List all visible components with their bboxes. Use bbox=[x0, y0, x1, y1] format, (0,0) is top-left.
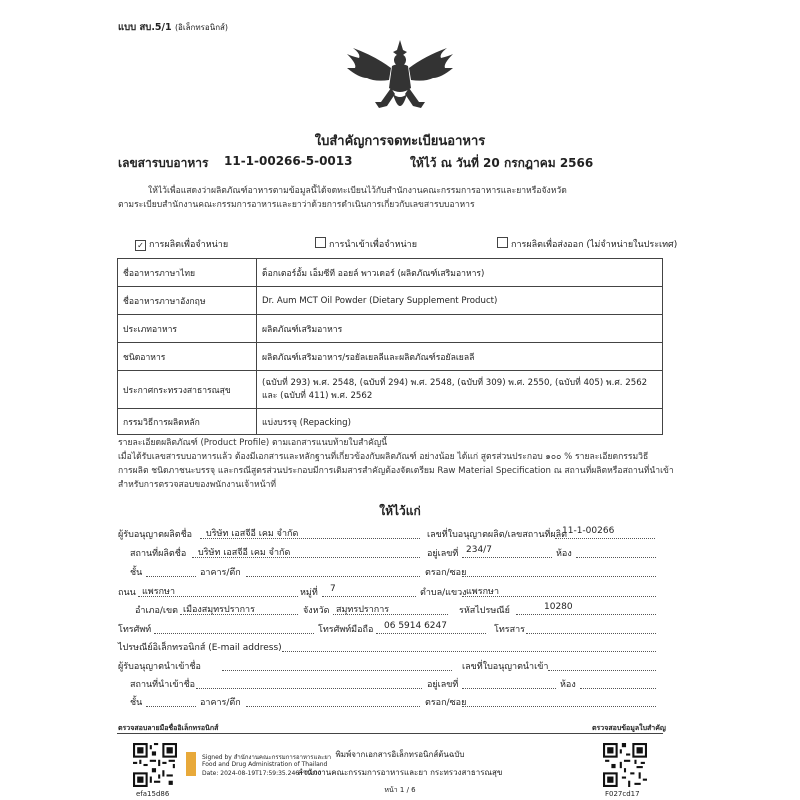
district: เมืองสมุทรปราการ bbox=[183, 605, 255, 615]
row-value: Dr. Aum MCT Oil Powder (Dietary Supplement Product) bbox=[257, 287, 663, 315]
page-number: หน้า 1 / 6 bbox=[384, 786, 416, 794]
building-label: อาคาร/ตึก bbox=[200, 568, 241, 578]
signed-by: Signed by สำนักงานคณะกรรมการอาหารและยา bbox=[202, 754, 332, 761]
licensee-name: บริษัท เอสจีอี เคม จำกัด bbox=[206, 529, 299, 539]
document-code: F027cd17 bbox=[605, 790, 640, 798]
importer-alley-label: ตรอก/ซอย bbox=[425, 698, 467, 708]
registration-label: เลขสารบบอาหาร bbox=[118, 156, 209, 170]
checkbox-empty-icon bbox=[315, 237, 326, 248]
product-profile-note: รายละเอียดผลิตภัณฑ์ (Product Profile) ตามเอกสารแนบท้ายใบสำคัญนี้ bbox=[118, 438, 388, 448]
importer-name-label: ผู้รับอนุญาตนำเข้าชื่อ bbox=[118, 662, 201, 672]
issue-date: ให้ไว้ ณ วันที่ 20 กรกฎาคม 2566 bbox=[410, 156, 594, 170]
road: แพรกษา bbox=[142, 587, 176, 597]
table-row bbox=[118, 287, 663, 315]
document-qr-code[interactable] bbox=[603, 743, 647, 787]
intro-line-2: ตามระเบียบสำนักงานคณะกรรมการอาหารและยาว่าด้วยการดำเนินการเกี่ยวกับเลขสารบบอาหาร bbox=[118, 200, 475, 210]
moo: 7 bbox=[330, 584, 336, 594]
condition-line-1: เมื่อได้รับเลขสารบบอาหารแล้ว ต้องมีเอกสารและหลักฐานที่เกี่ยวข้องกับผลิตภัณฑ์ อย่างน้อย ได้แก่ สูตรส่วนประกอบ ๑๐๐ % รายละเอียดกรรมวิธี bbox=[118, 452, 649, 462]
room-label: ห้อง bbox=[556, 549, 572, 559]
agency-english: Food and Drug Administration of Thailand bbox=[202, 761, 328, 768]
row-value: ผลิตภัณฑ์เสริมอาหาร bbox=[257, 315, 663, 343]
row-value: (ฉบับที่ 293) พ.ศ. 2548, (ฉบับที่ 294) พ.ศ. 2548, (ฉบับที่ 309) พ.ศ. 2550, (ฉบับที่ 405) พ.ศ. 2562 และ (ฉบับที่ 411) พ.ศ. 2562 bbox=[257, 371, 663, 409]
table-row bbox=[118, 409, 663, 435]
email-label: ไปรษณีย์อิเล็กทรอนิกส์ (E-mail address) bbox=[118, 643, 282, 653]
table-row bbox=[118, 343, 663, 371]
document-title: ใบสำคัญการจดทะเบียนอาหาร bbox=[314, 134, 486, 149]
alley-label: ตรอก/ซอย bbox=[425, 568, 467, 578]
province: สมุทรปราการ bbox=[336, 605, 390, 615]
district-label: อำเภอ/เขต bbox=[135, 606, 178, 616]
site-name: บริษัท เอสจีอี เคม จำกัด bbox=[198, 548, 291, 558]
issued-to-heading: ให้ไว้แก่ bbox=[379, 504, 421, 518]
signature-code: efa15d86 bbox=[136, 790, 170, 798]
licensee-name-label: ผู้รับอนุญาตผลิตชื่อ bbox=[118, 530, 193, 540]
document-check-label: ตรวจสอบข้อมูลใบสำคัญ bbox=[592, 724, 666, 732]
row-value: แบ่งบรรจุ (Repacking) bbox=[257, 409, 663, 435]
condition-line-2: การผลิต ชนิดภาชนะบรรจุ และกรณีสูตรส่วนประกอบมีการเติมสารสำคัญต้องจัดเตรียม Raw Material Specification ณ สถานที่ผลิตหรือสถานที่นำเข้า bbox=[118, 466, 674, 476]
mobile: 06 5914 6247 bbox=[384, 621, 447, 631]
importer-licno-label: เลขที่ใบอนุญาตนำเข้า bbox=[462, 662, 549, 672]
province-label: จังหวัด bbox=[303, 606, 330, 616]
postcode-label: รหัสไปรษณีย์ bbox=[459, 606, 510, 616]
table-row bbox=[118, 259, 663, 287]
garuda-emblem bbox=[345, 38, 455, 120]
row-key: ประเภทอาหาร bbox=[118, 315, 257, 343]
row-value: ผลิตภัณฑ์เสริมอาหาร/รอยัลเยลลีและผลิตภัณฑ์รอยัลเยลลี bbox=[257, 343, 663, 371]
road-label: ถนน bbox=[118, 588, 136, 598]
intro-line-1: ให้ไว้เพื่อแสดงว่าผลิตภัณฑ์อาหารตามข้อมูลนี้ได้จดทะเบียนไว้กับสำนักงานคณะกรรมการอาหารและยาหรือจังหวัด bbox=[148, 186, 567, 196]
row-value: ด็อกเตอร์อั้ม เอ็มซีที ออยล์ พาวเดอร์ (ผลิตภัณฑ์เสริมอาหาร) bbox=[257, 259, 663, 287]
address-no-label: อยู่เลขที่ bbox=[427, 549, 459, 559]
table-row bbox=[118, 371, 663, 409]
issuing-office: สำนักงานคณะกรรมการอาหารและยา กระทรวงสาธารณสุข bbox=[297, 768, 503, 777]
purpose-import: การนำเข้าเพื่อจำหน่าย bbox=[315, 237, 417, 251]
licensee-licno-label: เลขที่ใบอนุญาตผลิต/เลขสถานที่ผลิต bbox=[427, 530, 568, 540]
import-site-label: สถานที่นำเข้าชื่อ bbox=[130, 680, 196, 690]
importer-address-label: อยู่เลขที่ bbox=[427, 680, 459, 690]
purpose-manufacture: ✓ การผลิตเพื่อจำหน่าย bbox=[135, 237, 228, 251]
printed-from-note: พิมพ์จากเอกสารอิเล็กทรอนิกส์ต้นฉบับ bbox=[335, 750, 465, 759]
importer-building-label: อาคาร/ตึก bbox=[200, 698, 241, 708]
food-info-table bbox=[117, 258, 663, 435]
row-key: ชื่ออาหารภาษาอังกฤษ bbox=[118, 287, 257, 315]
floor-label: ชั้น bbox=[130, 568, 143, 578]
row-key: ชื่ออาหารภาษาไทย bbox=[118, 259, 257, 287]
registration-number: 11-1-00266-5-0013 bbox=[224, 154, 353, 168]
table-row bbox=[118, 315, 663, 343]
signature-date: Date: 2024-08-19T17:59:35.246+07:00 bbox=[202, 770, 322, 777]
subdistrict-label: ตำบล/แขวง bbox=[420, 588, 467, 598]
subdistrict: แพรกษา bbox=[466, 587, 500, 597]
row-key: กรรมวิธีการผลิตหลัก bbox=[118, 409, 257, 435]
check-icon: ✓ bbox=[135, 240, 146, 251]
purpose-export: การผลิตเพื่อส่งออก (ไม่จำหน่ายในประเทศ) bbox=[497, 237, 677, 251]
moo-label: หมู่ที่ bbox=[300, 588, 318, 598]
checkbox-empty-icon bbox=[497, 237, 508, 248]
postcode: 10280 bbox=[544, 602, 573, 612]
signature-check-label: ตรวจสอบลายมือชื่ออิเล็กทรอนิกส์ bbox=[118, 724, 219, 732]
fax-label: โทรสาร bbox=[494, 625, 525, 635]
address-no: 234/7 bbox=[466, 545, 492, 555]
site-name-label: สถานที่ผลิตชื่อ bbox=[130, 549, 187, 559]
phone-label: โทรศัพท์ bbox=[118, 625, 152, 635]
condition-line-3: สำหรับการตรวจสอบของพนักงานเจ้าหน้าที่ bbox=[118, 480, 277, 490]
importer-floor-label: ชั้น bbox=[130, 698, 143, 708]
row-key: ชนิดอาหาร bbox=[118, 343, 257, 371]
importer-room-label: ห้อง bbox=[560, 680, 576, 690]
row-key: ประกาศกระทรวงสาธารณสุข bbox=[118, 371, 257, 409]
form-code-note: (อิเล็กทรอนิกส์) bbox=[174, 23, 229, 32]
mobile-label: โทรศัพท์มือถือ bbox=[318, 625, 374, 635]
form-code: แบบ สบ.5/1 (อิเล็กทรอนิกส์) bbox=[118, 22, 229, 33]
licensee-licno: 11-1-00266 bbox=[562, 526, 615, 536]
